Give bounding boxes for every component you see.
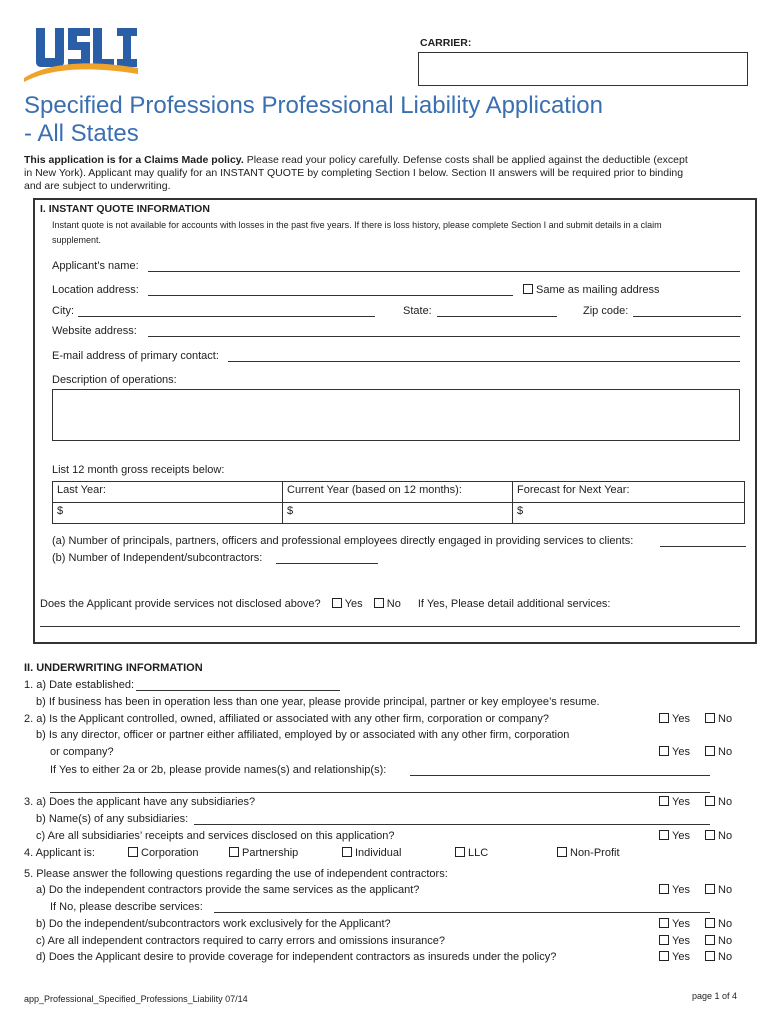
section-1-heading: I. INSTANT QUOTE INFORMATION (40, 203, 210, 215)
q2b-yes-option[interactable] (659, 746, 690, 758)
q4-corporation-label: Corporation (141, 847, 199, 859)
q5a-no-option[interactable] (705, 884, 732, 896)
same-as-mailing-option[interactable] (523, 284, 660, 297)
q4-individual-label: Individual (355, 847, 402, 859)
q2c-input[interactable] (410, 765, 710, 776)
q4-individual-option[interactable] (342, 847, 401, 860)
q4-individual-checkbox[interactable] (342, 847, 352, 857)
q2c-input-2[interactable] (50, 782, 710, 793)
q2b-no-label: No (718, 746, 733, 758)
q3c-no-checkbox[interactable] (705, 830, 715, 840)
q1b-label: b) If business has been in operation less than one year, please provide principal, partner or key employee’s resume. (36, 696, 600, 708)
q2a-no-checkbox[interactable] (705, 713, 715, 723)
q2a-yes-label: Yes (672, 713, 690, 725)
description-textarea[interactable] (52, 389, 740, 441)
note-line-1: Instant quote is not available for accounts with losses in the past five years. If there is loss history, please complete Section I and submit details in a claim (52, 220, 662, 230)
q5d-yes-label: Yes (672, 951, 690, 963)
email-input[interactable] (228, 351, 740, 362)
services-detail-input[interactable] (40, 616, 740, 627)
receipts-current-year-input[interactable]: $ (282, 502, 513, 524)
q5d-no-option[interactable] (705, 951, 732, 963)
q4-label: 4. Applicant is: (24, 847, 95, 859)
q5c-yes-label: Yes (672, 935, 690, 947)
q5a-no-label: No (718, 884, 733, 896)
q4-nonprofit-label: Non-Profit (570, 847, 620, 859)
q2a-no-label: No (718, 713, 733, 725)
q2b-no-option[interactable] (705, 746, 732, 758)
question-a-input[interactable] (660, 536, 746, 547)
receipts-table (52, 481, 745, 524)
usli-logo (20, 24, 140, 86)
question-b-input[interactable] (276, 553, 378, 564)
q4-llc-checkbox[interactable] (455, 847, 465, 857)
q2b-label-2: or company? (50, 746, 114, 758)
email-label: E-mail address of primary contact: (52, 350, 219, 362)
services-no-label: No (386, 598, 401, 610)
q5d-no-label: No (718, 951, 733, 963)
services-no-option[interactable] (374, 598, 401, 610)
q4-corporation-option[interactable] (128, 847, 198, 860)
services-yes-option[interactable] (332, 598, 363, 610)
q2c-label: If Yes to either 2a or 2b, please provide names(s) and relationship(s): (50, 764, 387, 776)
services-yes-checkbox[interactable] (332, 598, 342, 608)
website-label: Website address: (52, 325, 137, 337)
q1a-input[interactable] (136, 680, 340, 691)
zip-input[interactable] (633, 306, 741, 317)
footer-page-number: page 1 of 4 (692, 991, 738, 1001)
q5a-label: a) Do the independent contractors provide the same services as the applicant? (36, 884, 420, 896)
q3a-yes-label: Yes (672, 796, 690, 808)
q5b-yes-option[interactable] (659, 918, 690, 930)
q3b-input[interactable] (194, 814, 710, 825)
q1a-label: 1. a) Date established: (24, 679, 135, 691)
services-detail-label: If Yes, Please detail additional services: (417, 598, 611, 610)
q3a-no-option[interactable] (705, 796, 732, 808)
services-question (40, 598, 611, 611)
q2a-yes-option[interactable] (659, 713, 690, 725)
zip-label: Zip code: (583, 305, 629, 317)
q4-nonprofit-option[interactable] (557, 847, 620, 860)
q2a-yes-checkbox[interactable] (659, 713, 669, 723)
carrier-label: CARRIER: (420, 37, 472, 49)
intro-rest: Please read your policy carefully. Defense costs shall be applied against the deductible (except (243, 154, 688, 166)
q3a-label: 3. a) Does the applicant have any subsidiaries? (24, 796, 256, 808)
q5d-yes-option[interactable] (659, 951, 690, 963)
q2b-yes-label: Yes (672, 746, 690, 758)
q5b-yes-checkbox[interactable] (659, 918, 669, 928)
section-2-heading: II. UNDERWRITING INFORMATION (24, 662, 203, 674)
same-as-mailing-label: Same as mailing address (536, 284, 660, 296)
services-no-checkbox[interactable] (374, 598, 384, 608)
q5c-no-option[interactable] (705, 935, 732, 947)
state-label: State: (403, 305, 432, 317)
location-address-label: Location address: (52, 284, 139, 296)
q5b-no-checkbox[interactable] (705, 918, 715, 928)
q4-partnership-option[interactable] (229, 847, 298, 860)
q4-corporation-checkbox[interactable] (128, 847, 138, 857)
q5b-no-label: No (718, 918, 733, 930)
q4-partnership-label: Partnership (242, 847, 299, 859)
q5d-yes-checkbox[interactable] (659, 951, 669, 961)
question-b-label: (b) Number of Independent/subcontractors: (52, 552, 263, 564)
q5a-if-input[interactable] (214, 902, 710, 913)
q5c-no-label: No (718, 935, 733, 947)
website-input[interactable] (148, 326, 740, 337)
intro-line-3: and are subject to underwriting. (24, 180, 171, 192)
intro-text (24, 154, 688, 193)
q5a-yes-checkbox[interactable] (659, 884, 669, 894)
q5a-yes-label: Yes (672, 884, 690, 896)
q5b-label: b) Do the independent/subcontractors work exclusively for the Applicant? (36, 918, 391, 930)
q3a-yes-option[interactable] (659, 796, 690, 808)
receipts-label: List 12 month gross receipts below: (52, 464, 225, 476)
applicant-name-input[interactable] (148, 261, 740, 272)
q2a-label: 2. a) Is the Applicant controlled, owned, affiliated or associated with any other firm, corporation or company? (24, 713, 550, 725)
page-title (24, 92, 603, 148)
q2b-label-1: b) Is any director, officer or partner either affiliated, employed by or associated with any other firm, corporation (36, 729, 570, 741)
q5a-no-checkbox[interactable] (705, 884, 715, 894)
q5d-label: d) Does the Applicant desire to provide coverage for independent contractors as insureds under the policy? (36, 951, 557, 963)
q4-nonprofit-checkbox[interactable] (557, 847, 567, 857)
same-as-mailing-checkbox[interactable] (523, 284, 533, 294)
q3b-label: b) Name(s) of any subsidiaries: (36, 813, 189, 825)
receipts-value-row (52, 502, 745, 524)
q4-llc-label: LLC (468, 847, 489, 859)
carrier-field[interactable] (418, 52, 748, 86)
q3a-no-label: No (718, 796, 733, 808)
q5a-if-label: If No, please describe services: (50, 901, 203, 913)
q5c-no-checkbox[interactable] (705, 935, 715, 945)
q4-partnership-checkbox[interactable] (229, 847, 239, 857)
receipts-header-row (52, 481, 745, 503)
question-a-label: (a) Number of principals, partners, officers and professional employees directly engaged in providing services to clients: (52, 535, 634, 547)
description-label: Description of operations: (52, 374, 177, 386)
receipts-forecast-input[interactable]: $ (512, 502, 745, 524)
q5b-yes-label: Yes (672, 918, 690, 930)
applicant-name-label: Applicant’s name: (52, 260, 139, 272)
footer-form-id: app_Professional_Specified_Professions_Liability 07/14 (24, 994, 248, 1004)
q3a-yes-checkbox[interactable] (659, 796, 669, 806)
usli-logo-graphic (20, 24, 140, 86)
note-line-2: supplement. (52, 235, 102, 245)
q5-label: 5. Please answer the following questions regarding the use of independent contractors: (24, 868, 448, 880)
q5c-yes-option[interactable] (659, 935, 690, 947)
receipts-last-year-input[interactable]: $ (52, 502, 283, 524)
services-yes-label: Yes (344, 598, 363, 610)
q5b-no-option[interactable] (705, 918, 732, 930)
title-line-1: Specified Professions Professional Liability Application (24, 92, 603, 119)
section-1-note (52, 220, 742, 246)
city-label: City: (52, 305, 74, 317)
q3c-yes-checkbox[interactable] (659, 830, 669, 840)
location-address-input[interactable] (148, 285, 513, 296)
state-input[interactable] (437, 306, 557, 317)
q5c-yes-checkbox[interactable] (659, 935, 669, 945)
title-line-2: - All States (24, 120, 139, 147)
q5d-no-checkbox[interactable] (705, 951, 715, 961)
intro-bold: This application is for a Claims Made policy. (24, 154, 244, 166)
q5c-label: c) Are all independent contractors required to carry errors and omissions insurance? (36, 935, 446, 947)
intro-line-2: in New York). Applicant may qualify for an INSTANT QUOTE by completing Section I below. Section II answers will be required prior to binding (24, 167, 684, 179)
receipts-header-forecast: Forecast for Next Year: (512, 481, 745, 503)
receipts-header-last-year: Last Year: (52, 481, 283, 503)
q2b-yes-checkbox[interactable] (659, 746, 669, 756)
q3c-yes-option[interactable] (659, 830, 690, 842)
q4-llc-option[interactable] (455, 847, 488, 860)
receipts-header-current-year: Current Year (based on 12 months): (282, 481, 513, 503)
q3c-yes-label: Yes (672, 830, 690, 842)
q2b-no-checkbox[interactable] (705, 746, 715, 756)
q3a-no-checkbox[interactable] (705, 796, 715, 806)
q3c-no-label: No (718, 830, 733, 842)
q5a-yes-option[interactable] (659, 884, 690, 896)
q3c-label: c) Are all subsidiaries’ receipts and services disclosed on this application? (36, 830, 395, 842)
q2a-no-option[interactable] (705, 713, 732, 725)
q3c-no-option[interactable] (705, 830, 732, 842)
services-question-label: Does the Applicant provide services not disclosed above? (40, 598, 321, 610)
city-input[interactable] (78, 306, 375, 317)
applicant-name-row (52, 260, 139, 273)
